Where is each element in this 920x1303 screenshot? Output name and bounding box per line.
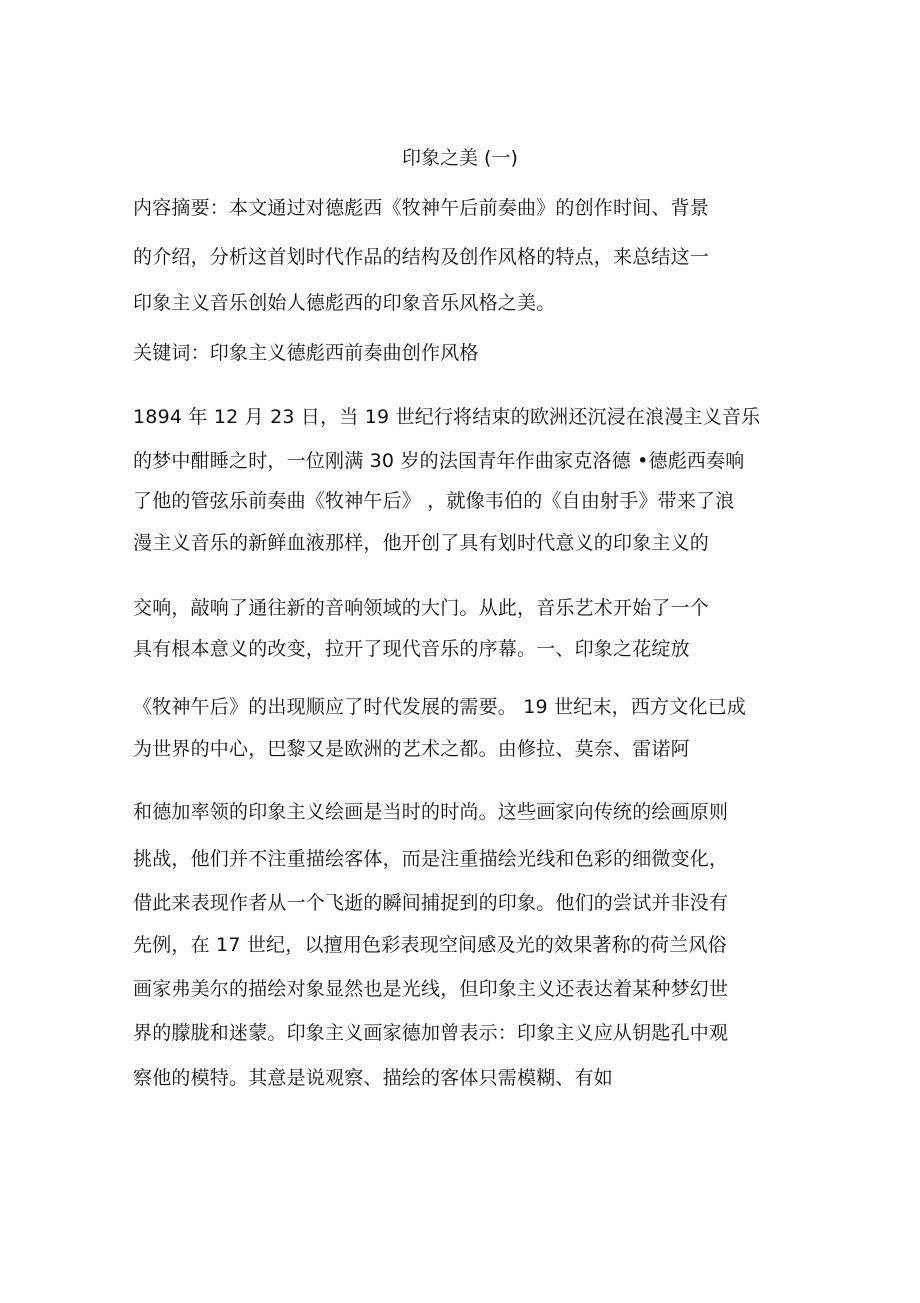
body-line: 借此来表现作者从一个飞逝的瞬间捕捉到的印象。他们的尝试并非没有 <box>133 892 729 914</box>
body-line: 交响，敲响了通往新的音响领域的大门。从此，音乐艺术开始了一个 <box>133 597 710 619</box>
body-line: 画家弗美尔的描绘对象显然也是光线，但印象主义还表达着某种梦幻世 <box>133 978 729 1000</box>
body-line: 先例，在 17 世纪，以擅用色彩表现空间感及光的效果著称的荷兰风俗 <box>133 934 727 956</box>
body-line: 1894 年 12 月 23 日，当 19 世纪行将结束的欧洲还沉浸在浪漫主义音乐 <box>133 406 761 428</box>
body-line: 为世界的中心，巴黎又是欧洲的艺术之都。由修拉、莫奈、雷诺阿 <box>133 738 690 760</box>
body-line: 察他的模特。其意是说观察、描绘的客体只需模糊、有如 <box>133 1067 614 1089</box>
body-line: 了他的管弦乐前奏曲《牧神午后》 ，就像韦伯的《自由射手》带来了浪 <box>133 490 735 512</box>
body-line: 界的朦胧和迷蒙。印象主义画家德加曾表示：印象主义应从钥匙孔中观 <box>133 1022 729 1044</box>
body-line: 《牧神午后》的出现顺应了时代发展的需要。 19 世纪末，西方文化已成 <box>133 696 747 718</box>
abstract-line: 的介绍，分析这首划时代作品的结构及创作风格的特点，来总结这一 <box>133 246 710 268</box>
body-line: 具有根本意义的改变，拉开了现代音乐的序幕。一、印象之花绽放 <box>133 638 690 660</box>
keywords-line: 关键词：印象主义德彪西前奏曲创作风格 <box>133 342 479 364</box>
document-title: 印象之美 (一) <box>402 147 518 169</box>
abstract-line: 印象主义音乐创始人德彪西的印象音乐风格之美。 <box>133 292 556 314</box>
abstract-line: 内容摘要：本文通过对德彪西《牧神午后前奏曲》的创作时间、背景 <box>133 197 710 219</box>
body-line: 和德加率领的印象主义绘画是当时的时尚。这些画家向传统的绘画原则 <box>133 801 729 823</box>
body-line: 漫主义音乐的新鲜血液那样，他开创了具有划时代意义的印象主义的 <box>133 532 710 554</box>
body-line: 挑战，他们并不注重描绘客体，而是注重描绘光线和色彩的细微变化， <box>133 848 729 870</box>
body-line: 的梦中酣睡之时，一位刚满 30 岁的法国青年作曲家克洛德 •德彪西奏响 <box>133 450 745 472</box>
